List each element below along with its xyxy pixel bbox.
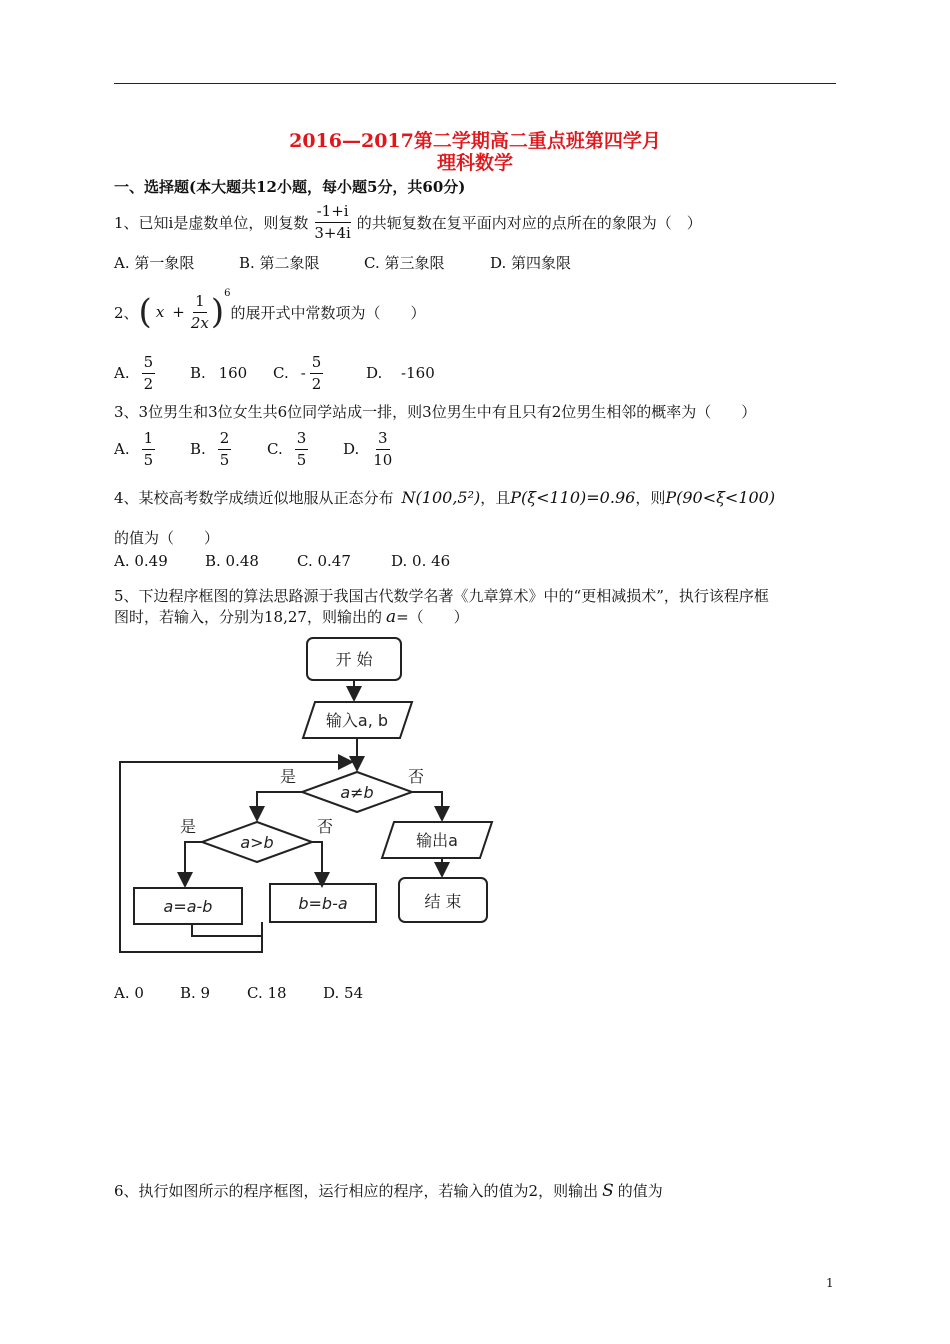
q2-x: x bbox=[155, 303, 165, 321]
q5-line2 bbox=[114, 606, 469, 627]
q5-option-d: D. 54 bbox=[323, 984, 364, 1002]
q2-option-b bbox=[190, 364, 247, 382]
flow-yes-2: 是 bbox=[179, 817, 197, 836]
question-6 bbox=[114, 1180, 663, 1201]
q6-var: S bbox=[602, 1180, 614, 1201]
q5-option-b: B. 9 bbox=[180, 984, 211, 1002]
q3-option-d bbox=[343, 425, 394, 473]
q4-line2: 的值为（ ） bbox=[114, 529, 220, 547]
flow-decision-1-label: a≠b bbox=[340, 783, 374, 802]
flow-no-1: 否 bbox=[407, 767, 425, 786]
flow-yes-1: 是 bbox=[279, 767, 297, 786]
q6-prefix: 6、执行如图所示的程序框图，运行相应的程序，若输入的值为2，则输出 bbox=[114, 1182, 599, 1200]
q3-option-c-frac bbox=[295, 430, 309, 468]
q4-option-d: D. 0. 46 bbox=[391, 552, 451, 570]
q2-option-d-value: -160 bbox=[401, 364, 435, 382]
q3-option-a-den: 5 bbox=[143, 450, 154, 469]
question-4 bbox=[114, 482, 775, 512]
q3-option-b-label: B. bbox=[190, 440, 206, 458]
q2-option-c bbox=[273, 350, 323, 396]
flowchart bbox=[110, 630, 530, 966]
q3-option-d-frac bbox=[371, 430, 394, 468]
q4-prefix: 4、某校高考数学成绩近似地服从正态分布 bbox=[114, 488, 394, 507]
q2-option-a bbox=[114, 350, 155, 396]
q2-num: 1 bbox=[193, 293, 207, 313]
q3-option-a-label: A. bbox=[114, 440, 130, 458]
q1-option-a: A. 第一象限 bbox=[114, 254, 195, 272]
q2-option-d-label: D. bbox=[366, 364, 383, 382]
title-line2: 理科数学 bbox=[436, 152, 513, 174]
q1-num: -1+i bbox=[315, 203, 351, 223]
q2-option-c-frac bbox=[310, 354, 324, 392]
q2-option-c-den: 2 bbox=[311, 374, 322, 393]
flow-no-2: 否 bbox=[316, 817, 334, 836]
q1-prefix: 1、已知i是虚数单位，则复数 bbox=[114, 213, 309, 232]
question-3: 3、3位男生和3位女生共6位同学站成一排，则3位男生中有且只有2位男生相邻的概率为（ ） bbox=[114, 403, 757, 421]
q3-option-c bbox=[267, 425, 308, 473]
header-rule bbox=[114, 83, 836, 84]
q6-suffix: 的值为 bbox=[617, 1182, 663, 1200]
q4-condition: P(ξ<110)=0.96 bbox=[510, 487, 636, 507]
q3-option-c-den: 5 bbox=[296, 450, 307, 469]
q2-prefix: 2、 bbox=[114, 303, 139, 322]
q4-ask: P(90<ξ<100) bbox=[665, 487, 776, 507]
q2-option-a-num: 5 bbox=[142, 354, 156, 374]
q4-mid: ，且 bbox=[480, 488, 511, 507]
q1-fraction bbox=[312, 203, 352, 241]
q2-right-paren: ) bbox=[210, 292, 225, 332]
q3-option-c-num: 3 bbox=[295, 430, 309, 450]
q2-fraction bbox=[189, 293, 211, 331]
section-heading: 一、选择题(本大题共12小题，每小题5分，共60分) bbox=[114, 178, 466, 196]
q2-plus: + bbox=[172, 303, 185, 321]
q1-option-b: B. 第二象限 bbox=[239, 254, 320, 272]
q2-left-paren: ( bbox=[138, 292, 152, 332]
q2-option-c-label: C. bbox=[273, 364, 289, 382]
flow-assign-a-label: a=a-b bbox=[163, 897, 213, 916]
q3-option-c-label: C. bbox=[267, 440, 283, 458]
q3-option-b-den: 5 bbox=[219, 450, 230, 469]
q1-suffix: 的共轭复数在复平面内对应的点所在的象限为（ ） bbox=[356, 213, 702, 232]
q3-option-a bbox=[114, 425, 155, 473]
page-number: 1 bbox=[826, 1276, 834, 1290]
q2-option-a-den: 2 bbox=[143, 374, 154, 393]
q3-option-b-frac bbox=[218, 430, 232, 468]
q2-exponent: 6 bbox=[224, 288, 231, 299]
q4-option-c: C. 0.47 bbox=[297, 552, 351, 570]
flow-start-label: 开 始 bbox=[335, 650, 373, 669]
q4-option-a: A. 0.49 bbox=[114, 552, 168, 570]
q1-option-d: D. 第四象限 bbox=[490, 254, 572, 272]
flow-output-label: 输出a bbox=[416, 831, 458, 850]
flow-decision-2-label: a>b bbox=[240, 833, 274, 852]
q3-option-a-num: 1 bbox=[142, 430, 156, 450]
q4-mid2: ，则 bbox=[635, 488, 666, 507]
q2-suffix: 的展开式中常数项为（ ） bbox=[230, 303, 426, 322]
q2-option-c-num: 5 bbox=[310, 354, 324, 374]
q3-option-d-den: 10 bbox=[373, 450, 393, 469]
flow-end-label: 结 束 bbox=[424, 892, 462, 911]
q5-var: a bbox=[385, 606, 397, 627]
q2-option-b-label: B. bbox=[190, 364, 206, 382]
q2-option-d bbox=[366, 364, 435, 382]
q3-option-b-num: 2 bbox=[218, 430, 232, 450]
q5-line1: 5、下边程序框图的算法思路源于我国古代数学名著《九章算术》中的“更相减损术”，执行该程序框 bbox=[114, 587, 769, 605]
flow-input-label: 输入a, b bbox=[325, 711, 389, 730]
q2-option-a-label: A. bbox=[114, 364, 130, 382]
q3-option-a-frac bbox=[142, 430, 156, 468]
q5-line2-tail: =（ ） bbox=[396, 608, 469, 626]
flow-assign-b-label: b=b-a bbox=[298, 894, 348, 913]
question-1 bbox=[114, 197, 702, 247]
q4-option-b: B. 0.48 bbox=[205, 552, 259, 570]
title-line1: 2016—2017第二学期高二重点班第四学月 bbox=[289, 130, 661, 152]
q5-line2-text: 图时，若输入，分别为18,27，则输出的 bbox=[114, 608, 382, 626]
q1-option-c: C. 第三象限 bbox=[364, 254, 445, 272]
q4-distribution: N(100,5²) bbox=[401, 487, 481, 507]
q1-den: 3+4i bbox=[314, 223, 351, 242]
q3-option-d-num: 3 bbox=[376, 430, 390, 450]
q3-option-b bbox=[190, 425, 231, 473]
question-2 bbox=[114, 284, 426, 340]
q5-option-a: A. 0 bbox=[114, 984, 144, 1002]
q2-option-b-value: 160 bbox=[218, 364, 248, 382]
q3-option-d-label: D. bbox=[343, 440, 360, 458]
q2-den: 2x bbox=[190, 313, 209, 332]
q2-option-a-frac bbox=[142, 354, 156, 392]
q2-option-c-sign: - bbox=[300, 364, 306, 382]
q5-option-c: C. 18 bbox=[247, 984, 287, 1002]
